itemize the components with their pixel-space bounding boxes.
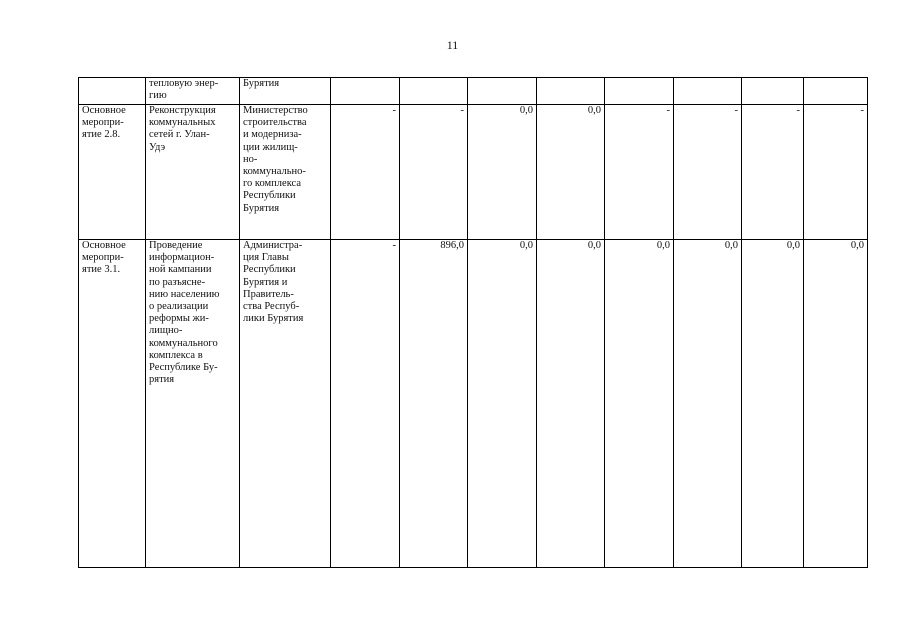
table-cell: [400, 78, 468, 105]
table-cell: Министерство строительства и модерниза- ции жилищ- но- коммунально- го комплекса Республики Бурятия: [240, 105, 331, 240]
table-cell: [331, 78, 400, 105]
table-cell: 0,0: [804, 240, 868, 568]
table-cell: -: [804, 105, 868, 240]
table-cell: 0,0: [742, 240, 804, 568]
table-cell: Основное меропри- ятие 3.1.: [79, 240, 146, 568]
page-number: 11: [446, 38, 459, 52]
table-cell: -: [400, 105, 468, 240]
table-cell: -: [331, 240, 400, 568]
table-cell: 0,0: [674, 240, 742, 568]
table-cell: Бурятия: [240, 78, 331, 105]
table-row: [79, 105, 868, 240]
table-cell: -: [331, 105, 400, 240]
table-cell: -: [742, 105, 804, 240]
table-cell: тепловую энер- гию: [146, 78, 240, 105]
table-cell: -: [674, 105, 742, 240]
table-cell: 0,0: [537, 240, 605, 568]
table-cell: 0,0: [468, 240, 537, 568]
budget-table: [78, 77, 868, 568]
table-cell: Проведение информацион- ной кампании по разъясне- нию населению о реализации реформы жи- лищно- коммунального комплекса в Республике Бу- рятия: [146, 240, 240, 568]
table-cell: Реконструкция коммунальных сетей г. Улан- Удэ: [146, 105, 240, 240]
table-cell: 896,0: [400, 240, 468, 568]
table-cell: [804, 78, 868, 105]
table-row: [79, 240, 868, 568]
table-cell: Основное меропри- ятие 2.8.: [79, 105, 146, 240]
table-cell: [605, 78, 674, 105]
table-cell: [79, 78, 146, 105]
table-cell: Администра- ция Главы Республики Бурятия и Правитель- ства Респуб- лики Бурятия: [240, 240, 331, 568]
table-cell: 0,0: [537, 105, 605, 240]
table-cell: [674, 78, 742, 105]
table-cell: [537, 78, 605, 105]
table-cell: [468, 78, 537, 105]
table-cell: -: [605, 105, 674, 240]
table-row: [79, 78, 868, 105]
table-cell: 0,0: [468, 105, 537, 240]
table-cell: [742, 78, 804, 105]
table-cell: 0,0: [605, 240, 674, 568]
